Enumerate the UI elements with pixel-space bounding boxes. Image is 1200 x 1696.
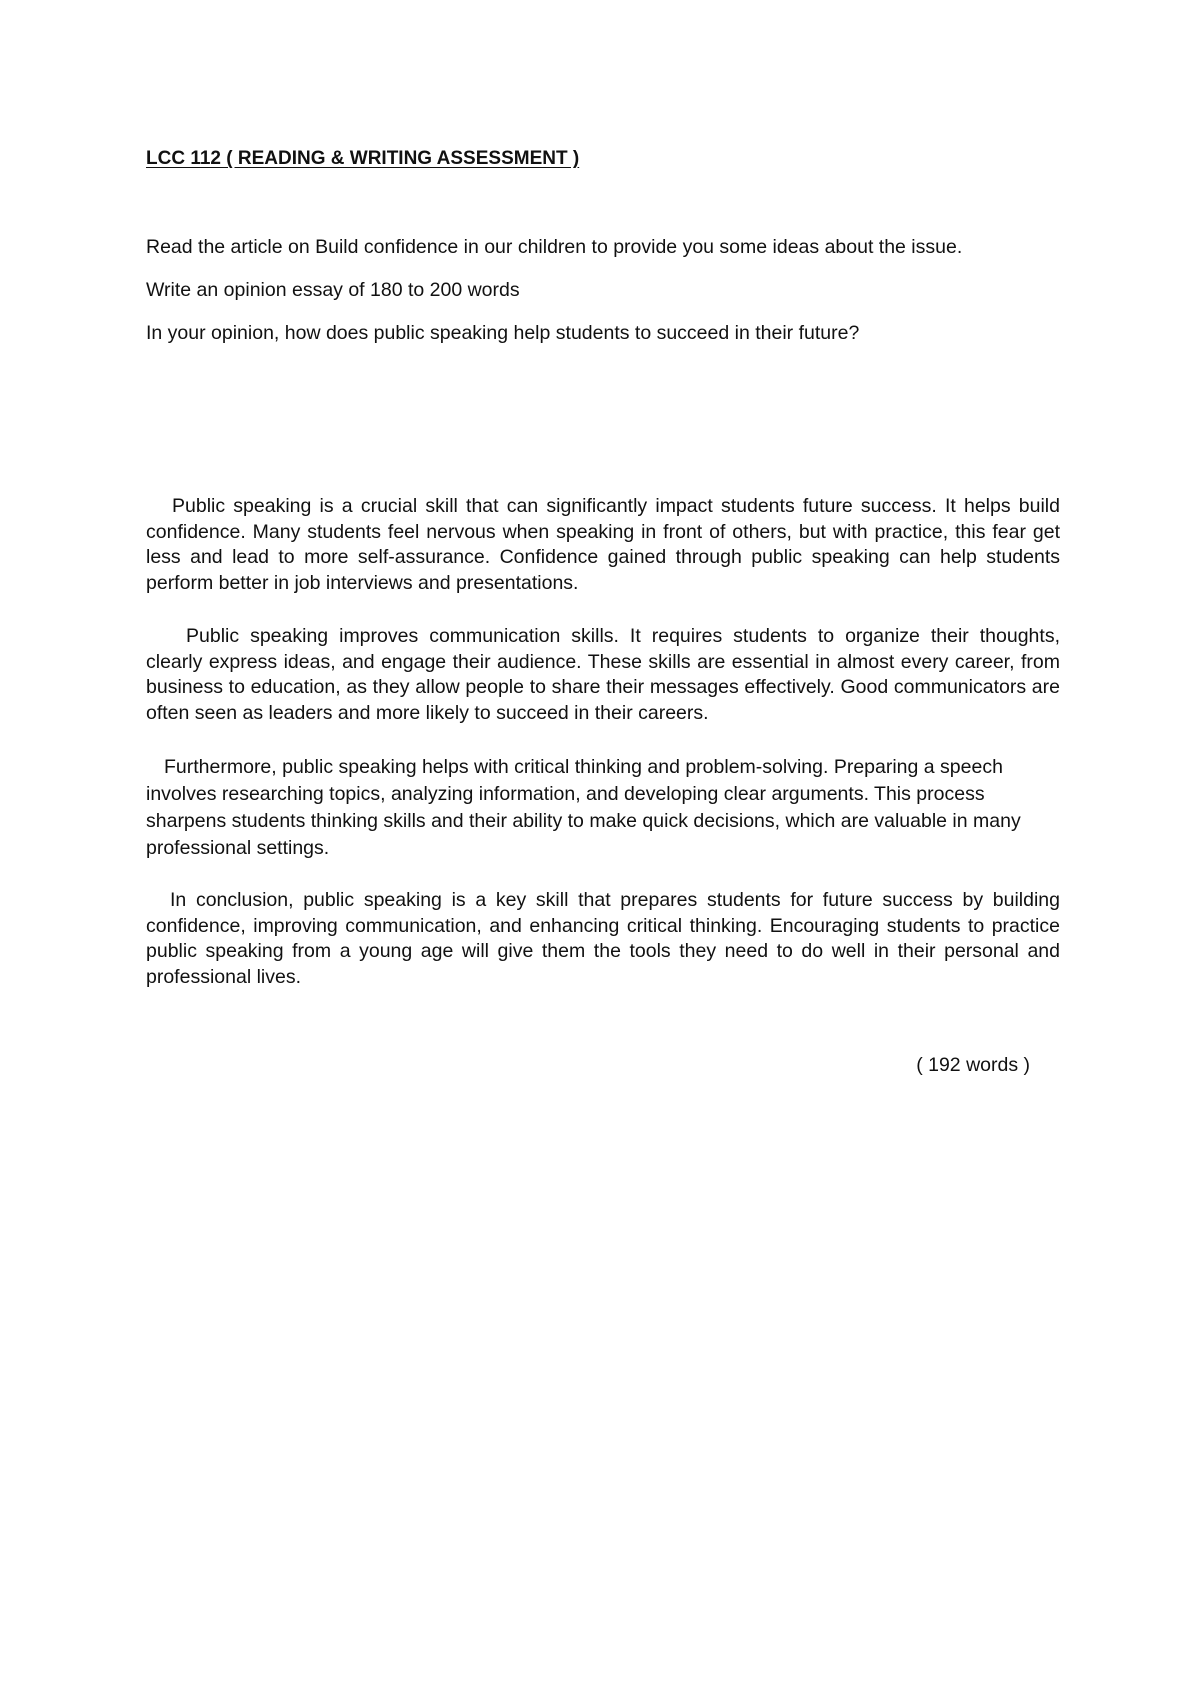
assessment-heading: LCC 112 ( READING & WRITING ASSESSMENT ): [146, 148, 580, 169]
essay-paragraph-1: Public speaking is a crucial skill that can significantly impact students future success. It helps build confidence. Many students feel nervous when speaking in front of others, but with practice, this fear get less and lead to more self-assurance. Confidence gained through public speaking can help students perform better in job interviews and presentations.: [146, 495, 1060, 594]
instruction-word-limit: Write an opinion essay of 180 to 200 words: [146, 279, 520, 301]
essay-body: [146, 494, 1060, 1018]
instruction-read-article: Read the article on Build confidence in our children to provide you some ideas about the issue.: [146, 236, 963, 258]
essay-paragraph-4: In conclusion, public speaking is a key skill that prepares students for future success by building confidence, improving communication, and enhancing critical thinking. Encouraging students to practice public speaking from a young age will give them the tools they need to do well in their personal and professional lives.: [146, 889, 1060, 988]
word-count: ( 192 words ): [916, 1054, 1030, 1076]
instruction-question: In your opinion, how does public speaking help students to succeed in their future?: [146, 322, 860, 344]
instructions-block: [146, 234, 1056, 363]
essay-paragraph-2: Public speaking improves communication skills. It requires students to organize their thoughts, clearly express ideas, and engage their audience. These skills are essential in almost every career, from business to education, as they allow people to share their messages effectively. Good communicators are often seen as leaders and more likely to succeed in their careers.: [146, 625, 1060, 724]
essay-paragraph-3: Furthermore, public speaking helps with critical thinking and problem-solving. Preparing a speech involves researching topics, analyzing information, and developing clear arguments. This process sharpens students thinking skills and their ability to make quick decisions, which are valuable in many professional settings.: [146, 756, 1021, 859]
